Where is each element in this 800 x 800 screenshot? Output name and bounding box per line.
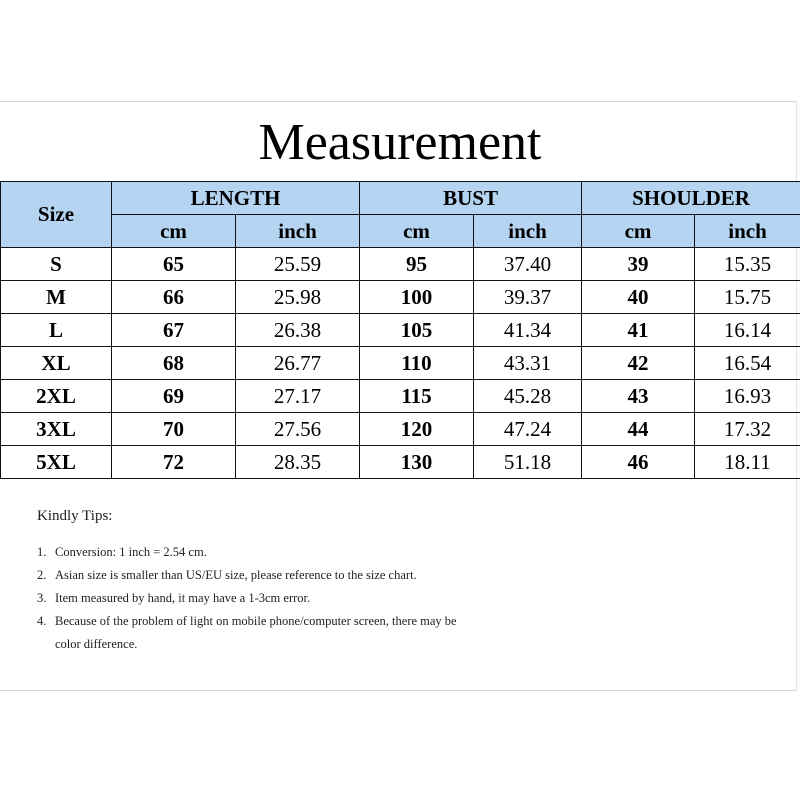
tip-number: 3. bbox=[37, 591, 47, 605]
shoulder-cm-cell: 43 bbox=[582, 380, 695, 413]
length-cm-cell: 72 bbox=[112, 446, 236, 479]
list-item bbox=[37, 564, 477, 587]
tips-title: Kindly Tips: bbox=[37, 508, 113, 524]
bust-inch-cell: 43.31 bbox=[474, 347, 582, 380]
shoulder-cm-cell: 41 bbox=[582, 314, 695, 347]
table-row bbox=[1, 314, 800, 347]
kindly-tips bbox=[37, 508, 477, 656]
bust-cm-cell: 110 bbox=[360, 347, 474, 380]
tips-list bbox=[37, 541, 477, 656]
bust-cm-cell: 130 bbox=[360, 446, 474, 479]
shoulder-inch-cell: 18.11 bbox=[695, 446, 800, 479]
table-row bbox=[1, 347, 800, 380]
unit-header: cm bbox=[112, 215, 236, 248]
shoulder-inch-cell: 15.75 bbox=[695, 281, 800, 314]
tip-text: Asian size is smaller than US/EU size, please reference to the size chart. bbox=[55, 568, 417, 582]
bust-inch-cell: 37.40 bbox=[474, 248, 582, 281]
size-table bbox=[0, 181, 800, 479]
bust-inch-cell: 39.37 bbox=[474, 281, 582, 314]
shoulder-inch-cell: 16.14 bbox=[695, 314, 800, 347]
shoulder-inch-cell: 16.93 bbox=[695, 380, 800, 413]
size-cell: M bbox=[1, 281, 112, 314]
bust-inch-cell: 47.24 bbox=[474, 413, 582, 446]
unit-header: inch bbox=[695, 215, 800, 248]
length-inch-cell: 25.98 bbox=[236, 281, 360, 314]
size-cell: 5XL bbox=[1, 446, 112, 479]
size-cell: S bbox=[1, 248, 112, 281]
group-header-shoulder: SHOULDER bbox=[582, 182, 800, 215]
shoulder-cm-cell: 42 bbox=[582, 347, 695, 380]
table-row bbox=[1, 446, 800, 479]
size-cell: 2XL bbox=[1, 380, 112, 413]
length-cm-cell: 66 bbox=[112, 281, 236, 314]
tip-number: 1. bbox=[37, 545, 47, 559]
size-cell: 3XL bbox=[1, 413, 112, 446]
bust-cm-cell: 95 bbox=[360, 248, 474, 281]
length-inch-cell: 25.59 bbox=[236, 248, 360, 281]
length-inch-cell: 27.17 bbox=[236, 380, 360, 413]
unit-header-row bbox=[1, 215, 800, 248]
shoulder-cm-cell: 46 bbox=[582, 446, 695, 479]
length-inch-cell: 28.35 bbox=[236, 446, 360, 479]
table-row bbox=[1, 248, 800, 281]
length-cm-cell: 68 bbox=[112, 347, 236, 380]
tip-number: 2. bbox=[37, 568, 47, 582]
table-row bbox=[1, 380, 800, 413]
list-item bbox=[37, 587, 477, 610]
list-item bbox=[37, 610, 477, 656]
shoulder-cm-cell: 44 bbox=[582, 413, 695, 446]
group-header-row bbox=[1, 182, 800, 215]
tip-number: 4. bbox=[37, 614, 47, 628]
tip-text: Because of the problem of light on mobile phone/computer screen, there may be color difference. bbox=[55, 614, 457, 651]
tip-text: Item measured by hand, it may have a 1-3cm error. bbox=[55, 591, 311, 605]
length-inch-cell: 27.56 bbox=[236, 413, 360, 446]
shoulder-inch-cell: 17.32 bbox=[695, 413, 800, 446]
size-cell: XL bbox=[1, 347, 112, 380]
bust-cm-cell: 100 bbox=[360, 281, 474, 314]
length-cm-cell: 69 bbox=[112, 380, 236, 413]
length-cm-cell: 70 bbox=[112, 413, 236, 446]
unit-header: inch bbox=[236, 215, 360, 248]
shoulder-inch-cell: 16.54 bbox=[695, 347, 800, 380]
list-item bbox=[37, 541, 477, 564]
table-row bbox=[1, 413, 800, 446]
shoulder-inch-cell: 15.35 bbox=[695, 248, 800, 281]
bust-inch-cell: 41.34 bbox=[474, 314, 582, 347]
table-row bbox=[1, 281, 800, 314]
bust-inch-cell: 51.18 bbox=[474, 446, 582, 479]
shoulder-cm-cell: 39 bbox=[582, 248, 695, 281]
tip-text: Conversion: 1 inch = 2.54 cm. bbox=[55, 545, 207, 559]
size-cell: L bbox=[1, 314, 112, 347]
length-cm-cell: 67 bbox=[112, 314, 236, 347]
group-header-bust: BUST bbox=[360, 182, 582, 215]
bust-cm-cell: 120 bbox=[360, 413, 474, 446]
length-cm-cell: 65 bbox=[112, 248, 236, 281]
group-header-length: LENGTH bbox=[112, 182, 360, 215]
bust-cm-cell: 105 bbox=[360, 314, 474, 347]
length-inch-cell: 26.38 bbox=[236, 314, 360, 347]
page-title: Measurement bbox=[258, 114, 542, 171]
unit-header: inch bbox=[474, 215, 582, 248]
bust-cm-cell: 115 bbox=[360, 380, 474, 413]
bust-inch-cell: 45.28 bbox=[474, 380, 582, 413]
length-inch-cell: 26.77 bbox=[236, 347, 360, 380]
shoulder-cm-cell: 40 bbox=[582, 281, 695, 314]
unit-header: cm bbox=[360, 215, 474, 248]
size-header: Size bbox=[1, 182, 112, 248]
unit-header: cm bbox=[582, 215, 695, 248]
